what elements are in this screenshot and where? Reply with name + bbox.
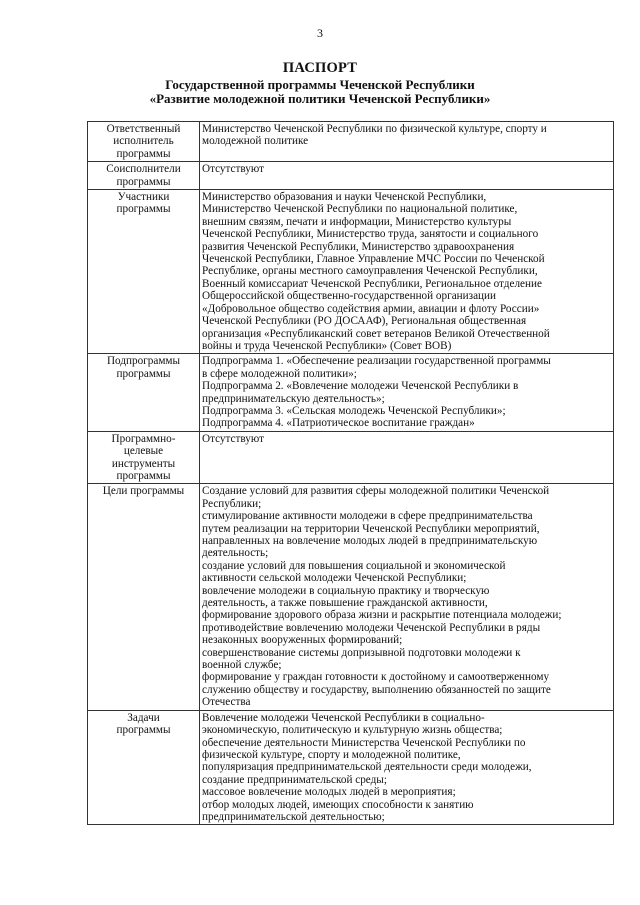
value-line: Подпрограмма 2. «Вовлечение молодежи Чеченской Республики в: [202, 380, 519, 393]
value-line: Подпрограмма 3. «Сельская молодежь Чеченской Республики»;: [202, 404, 506, 417]
value-line: деятельность;: [202, 547, 269, 560]
value-line: внешним связям, печати и информации, Министерство культуры: [202, 215, 512, 228]
value-line: Подпрограмма 4. «Патриотическое воспитание граждан»: [202, 417, 475, 430]
value-line: Создание условий для развития сферы молодежной политики Чеченской: [202, 485, 550, 498]
value-line: развития Чеченской Республики, Министерство здравоохранения: [202, 240, 515, 253]
value-line: Республике, органы местного самоуправления Чеченской Республики,: [202, 265, 538, 278]
table-row: [88, 431, 614, 484]
subtitle-line: «Развитие молодежной политики Чеченской Республики»: [149, 91, 491, 106]
value-line: Военный комиссариат Чеченской Республики, Региональное отделение: [202, 277, 542, 290]
value-line: формирование здорового образа жизни и раскрытие потенциала молодежи;: [202, 609, 562, 622]
value-line: Общероссийской общественно-государственной организации: [202, 290, 496, 303]
row-value-goals: [200, 484, 614, 710]
value-line: массовое вовлечение молодых людей в мероприятия;: [202, 786, 456, 799]
label-line: программы: [116, 203, 171, 216]
value-line: предпринимательской деятельностью;: [202, 810, 385, 823]
passport-table: [87, 121, 614, 825]
value-line: деятельность, а также повышение гражданской активности,: [202, 597, 488, 610]
value-line: Министерство Чеченской Республики по физической культуре, спорту и: [202, 123, 547, 135]
value-line: «Добровольное общество содействия армии, авиации и флоту России»: [202, 302, 540, 315]
value-line: Отсутствуют: [202, 163, 264, 176]
row-value-tasks: [200, 710, 614, 825]
value-line: предпринимательскую деятельность»;: [202, 392, 385, 405]
value-line: создание предпринимательской среды;: [202, 773, 387, 786]
value-line: военной службе;: [202, 659, 282, 672]
value-line: Подпрограмма 1. «Обеспечение реализации государственной программы: [202, 355, 551, 368]
value-line: Чеченской Республики, Главное Управление МЧС России по Чеченской: [202, 253, 545, 266]
row-label-tasks: [88, 710, 200, 825]
value-line: служению обществу и государству, выполнению обязанностей по защите: [202, 683, 551, 696]
value-line: Республики;: [202, 497, 262, 510]
row-value-subprograms: [200, 354, 614, 431]
row-label-goals: [88, 484, 200, 710]
value-line: Вовлечение молодежи Чеченской Республики в социально-: [202, 711, 485, 724]
value-line: противодействие вовлечению молодежи Чеченской Республики в ряды: [202, 621, 541, 634]
label-line: Ответственный: [106, 123, 181, 135]
value-line: экономическую, политическую и культурную жизнь общества;: [202, 724, 503, 737]
label-line: Задачи: [127, 711, 160, 724]
document-subtitle: [60, 78, 580, 106]
label-line: Соисполнители: [106, 163, 181, 176]
value-line: Чеченской Республики (РО ДОСААФ), Региональная общественная: [202, 315, 527, 328]
table-row: [88, 162, 614, 190]
value-line: направленных на вовлечение молодых людей в предпринимательскую: [202, 535, 538, 547]
value-line: организация «Республиканский совет ветеранов Великой Отечественной: [202, 327, 550, 340]
row-value-coexecutors: [200, 162, 614, 190]
row-label-coexecutors: [88, 162, 200, 190]
value-line: активности сельской молодежи Чеченской Республики;: [202, 572, 467, 585]
value-line: обеспечение деятельности Министерства Чеченской Республики по: [202, 736, 526, 749]
label-line: Участники: [117, 191, 170, 204]
value-line: молодежной политике: [202, 135, 309, 148]
label-line: Подпрограммы: [106, 355, 181, 368]
value-line: Чеченской Республики, Министерство труда, занятости и социального: [202, 228, 539, 241]
label-line: программы: [116, 367, 171, 380]
row-value-participants: [200, 190, 614, 354]
row-label-participants: [88, 190, 200, 354]
label-line: исполнитель: [113, 135, 174, 148]
value-line: стимулирование активности молодежи в сфере предпринимательства: [202, 510, 533, 523]
label-line: программы: [116, 175, 171, 188]
value-line: Отсутствуют: [202, 432, 264, 445]
value-line: формирование у граждан готовности к достойному и самоотверженному: [202, 671, 550, 684]
table-row: [88, 190, 614, 354]
value-line: незаконных вооруженных формирований;: [202, 634, 403, 647]
row-value-responsible: [200, 122, 614, 162]
table-row: [88, 122, 614, 162]
value-line: в сфере молодежной политики»;: [202, 367, 357, 380]
value-line: Министерство образования и науки Чеченской Республики,: [202, 191, 487, 204]
value-line: Министерство Чеченской Республики по национальной политике,: [202, 203, 518, 216]
subtitle-line: Государственной программы Чеченской Республики: [165, 77, 475, 92]
page-number: 3: [317, 26, 323, 40]
value-line: Отечества: [202, 696, 251, 709]
value-line: создание условий для повышения социальной и экономической: [202, 559, 506, 572]
label-line: Цели программы: [102, 485, 185, 498]
table-row: [88, 354, 614, 431]
row-label-responsible: [88, 122, 200, 162]
label-line: Программно-: [111, 432, 176, 445]
label-line: программы: [116, 147, 171, 160]
label-line: программы: [116, 469, 171, 482]
label-line: инструменты: [111, 457, 176, 470]
value-line: физической культуре, спорту и молодежной политике,: [202, 748, 461, 761]
row-value-instruments: [200, 431, 614, 484]
table-row: [88, 484, 614, 710]
row-label-subprograms: [88, 354, 200, 431]
value-line: войны и труда Чеченской Республики» (Совет ВОВ): [202, 339, 452, 352]
value-line: совершенствование системы допризывной подготовки молодежи к: [202, 646, 521, 659]
label-line: программы: [116, 724, 171, 737]
row-label-instruments: [88, 431, 200, 484]
label-line: целевые: [123, 445, 164, 458]
value-line: популяризация предпринимательской деятельности среди молодежи,: [202, 761, 532, 774]
value-line: путем реализации на территории Чеченской Республики мероприятий,: [202, 522, 540, 535]
value-line: отбор молодых людей, имеющих способности к занятию: [202, 798, 474, 811]
value-line: вовлечение молодежи в социальную практику и творческую: [202, 584, 490, 597]
document-title: ПАСПОРТ: [282, 60, 358, 76]
table-row: [88, 710, 614, 825]
